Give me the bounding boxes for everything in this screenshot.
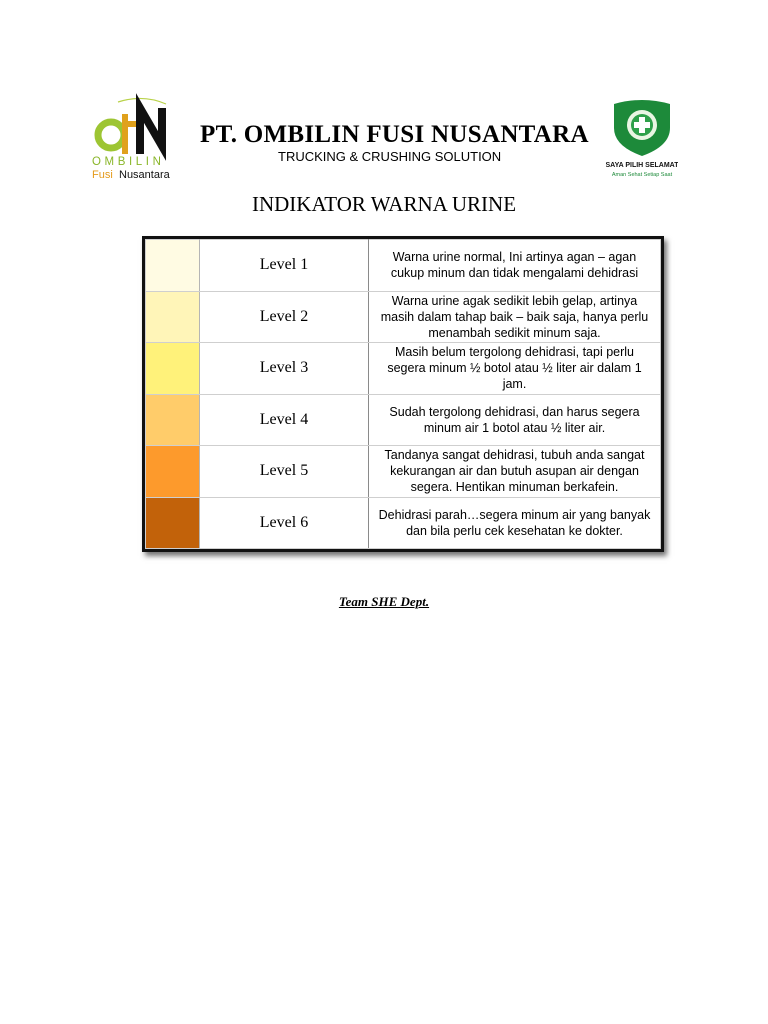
level-description: Tandanya sangat dehidrasi, tubuh anda sangat kekurangan air dan butuh asupan air dengan segera. Hentikan minuman berkafein.	[369, 446, 661, 498]
color-swatch	[146, 343, 200, 395]
color-swatch	[146, 497, 200, 549]
safety-logo-caption: SAYA PILIH SELAMAT	[606, 162, 678, 169]
logo-text-line1: OMBILIN	[92, 156, 165, 168]
table-row	[146, 446, 661, 498]
level-description: Warna urine normal, Ini artinya agan – agan cukup minum dan tidak mengalami dehidrasi	[369, 240, 661, 292]
safety-logo	[606, 98, 678, 182]
level-label: Level 4	[200, 394, 369, 446]
company-logo	[88, 92, 188, 184]
table-row	[146, 394, 661, 446]
level-description: Sudah tergolong dehidrasi, dan harus segera minum air 1 botol atau ½ liter air.	[369, 394, 661, 446]
company-header	[200, 120, 620, 164]
safety-logo-subcaption: Aman Sehat Setiap Saat	[611, 172, 673, 178]
color-swatch	[146, 291, 200, 343]
logo-text-line2b: Nusantara	[119, 169, 170, 181]
level-label: Level 2	[200, 291, 369, 343]
level-description: Dehidrasi parah…segera minum air yang banyak dan bila perlu cek kesehatan ke dokter.	[369, 497, 661, 549]
level-label: Level 5	[200, 446, 369, 498]
level-label: Level 6	[200, 497, 369, 549]
color-swatch	[146, 394, 200, 446]
level-label: Level 1	[200, 240, 369, 292]
document-title: INDIKATOR WARNA URINE	[251, 192, 517, 216]
level-description: Masih belum tergolong dehidrasi, tapi perlu segera minum ½ botol atau ½ liter air dalam 1 jam.	[369, 343, 661, 395]
logo-text-line2a: Fusi	[92, 169, 113, 181]
table-row	[146, 291, 661, 343]
level-description: Warna urine agak sedikit lebih gelap, artinya masih dalam tahap baik – baik saja, hanya perlu menambah sedikit minum saja.	[369, 291, 661, 343]
team-signature: Team SHE Dept.	[338, 594, 430, 609]
table-row	[146, 343, 661, 395]
level-label: Level 3	[200, 343, 369, 395]
color-swatch	[146, 446, 200, 498]
urine-color-table	[142, 236, 664, 552]
table-row	[146, 240, 661, 292]
table-row	[146, 497, 661, 549]
color-swatch	[146, 240, 200, 292]
company-name: PT. OMBILIN FUSI NUSANTARA	[200, 121, 589, 148]
company-tagline: TRUCKING & CRUSHING SOLUTION	[278, 149, 502, 164]
